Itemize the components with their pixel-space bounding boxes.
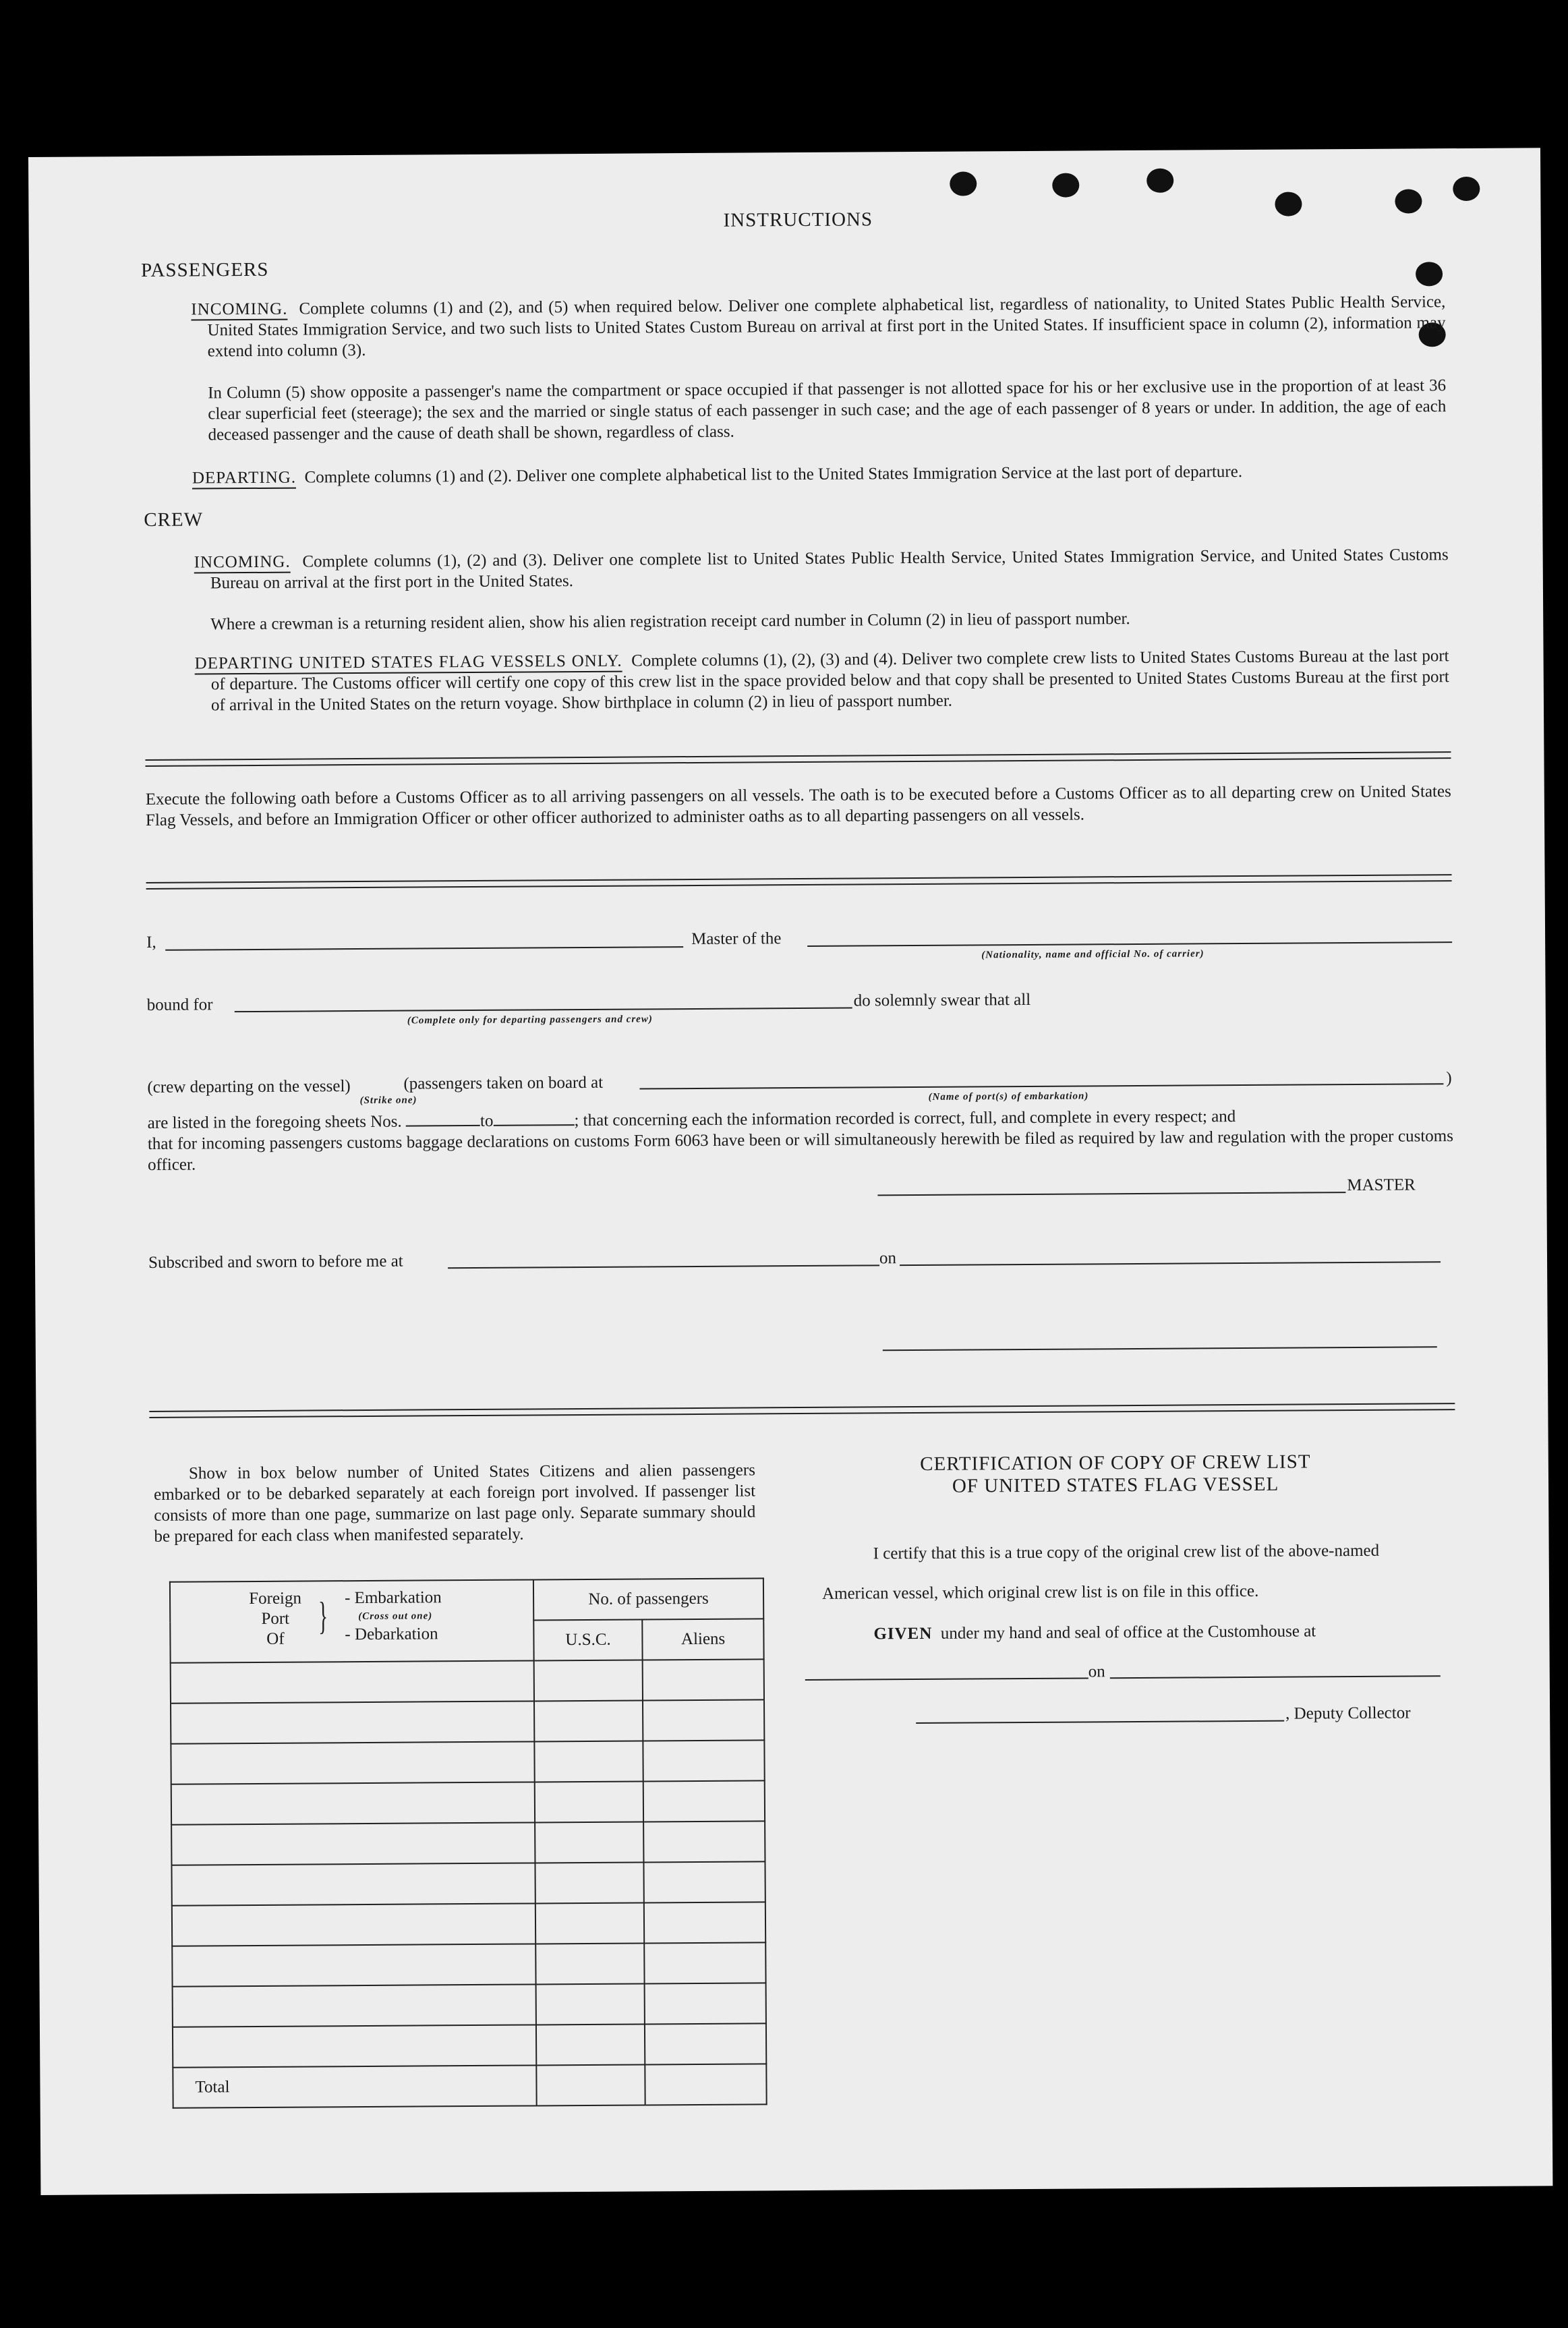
- passengers-heading: PASSENGERS: [140, 258, 269, 281]
- port-cell[interactable]: [173, 1984, 536, 2027]
- cross-out-hint: (Cross out one): [358, 1610, 433, 1623]
- bound-for-label: bound for: [146, 995, 213, 1014]
- usc-cell[interactable]: [535, 1862, 644, 1903]
- officer-signature-line: [883, 1346, 1437, 1351]
- aliens-cell[interactable]: [644, 1902, 765, 1943]
- total-row: [173, 2064, 766, 2107]
- master-of-the-label: Master of the: [691, 929, 782, 949]
- table-row: [172, 1902, 765, 1946]
- port-cell[interactable]: [171, 1782, 535, 1824]
- table-row: [171, 1861, 765, 1905]
- customhouse-line: [805, 1677, 1088, 1681]
- sheet-to-field: [493, 1111, 574, 1126]
- punch-hole: [1052, 173, 1079, 197]
- port-cell[interactable]: [171, 1701, 534, 1743]
- master-signature-line: [877, 1192, 1345, 1196]
- bound-hint: (Complete only for departing passengers and crew): [407, 1014, 653, 1026]
- aliens-header: Aliens: [643, 1619, 764, 1660]
- usc-cell[interactable]: [535, 1781, 644, 1822]
- usc-cell[interactable]: [535, 1943, 645, 1984]
- instructions-title: INSTRUCTIONS: [723, 208, 873, 231]
- punch-hole: [1416, 262, 1443, 286]
- table-row: [173, 1983, 766, 2027]
- crew-heading: CREW: [144, 508, 204, 531]
- certification-title: [812, 1450, 1419, 1498]
- punch-hole: [1275, 192, 1302, 216]
- departing-us-label: DEPARTING UNITED STATES FLAG VESSELS ONLY.: [195, 652, 622, 675]
- section-divider: [149, 1403, 1455, 1418]
- summary-instructions: Show in box below number of United States Citizens and alien passengers embarked or to be debarked separately at each foreign port involved. If passenger list consists of more than one page, summarize on last page only. Separate summary should be prepared for each class when manifested separately.: [154, 1461, 756, 1546]
- aliens-cell[interactable]: [643, 1821, 765, 1862]
- usc-cell[interactable]: [534, 1660, 643, 1701]
- usc-cell[interactable]: [535, 1983, 645, 2025]
- usc-cell[interactable]: [534, 1700, 643, 1741]
- port-cell[interactable]: [171, 1660, 534, 1703]
- strike-one-hint: (Strike one): [359, 1095, 417, 1107]
- punch-hole: [1146, 169, 1173, 193]
- close-paren: ): [1446, 1069, 1452, 1088]
- embarkation-label: - Embarkation: [344, 1588, 442, 1608]
- certification-title-line1: CERTIFICATION OF COPY OF CREW LIST: [920, 1451, 1311, 1475]
- table-row: [172, 1942, 765, 1986]
- column5-paragraph: In Column (5) show opposite a passenger's name the compartment or space occupied if that passenger is not allotted space for his or her exclusive use in the proportion of at least 36 clear superficial feet (steerage); the sex and the married or single status of each passenger in such case; and the age of each passenger of 8 years or under. In addition, the age of each deceased passenger and the cause of death shall be shown, regardless of class.: [208, 376, 1447, 444]
- aliens-cell[interactable]: [643, 1699, 764, 1741]
- departing-label: DEPARTING.: [192, 469, 296, 490]
- table-row: [171, 1821, 765, 1865]
- certify-line1: I certify that this is a true copy of the original crew list of the above-named: [873, 1541, 1380, 1563]
- sheet-from-field: [406, 1111, 480, 1127]
- usc-header: U.S.C.: [533, 1619, 643, 1660]
- punch-hole: [1453, 177, 1480, 201]
- form-page: [28, 148, 1552, 2195]
- port-label: Port: [261, 1609, 290, 1628]
- certification-title-line2: OF UNITED STATES FLAG VESSEL: [952, 1473, 1279, 1497]
- table-row: [171, 1740, 764, 1784]
- usc-cell[interactable]: [535, 1902, 645, 1944]
- punch-hole: [950, 171, 977, 196]
- foreign-label: Foreign: [249, 1589, 302, 1608]
- no-of-passengers-header: No. of passengers: [533, 1578, 763, 1620]
- passengers-incoming: [191, 291, 1446, 361]
- carrier-hint: (Nationality, name and official No. of carrier): [981, 948, 1204, 961]
- table-row: [171, 1699, 764, 1743]
- deputy-collector-label: , Deputy Collector: [1285, 1704, 1411, 1723]
- subscribed-label: Subscribed and sworn to before me at: [148, 1252, 403, 1272]
- usc-total-cell[interactable]: [536, 2064, 645, 2105]
- aliens-cell[interactable]: [643, 1740, 765, 1781]
- port-cell[interactable]: [173, 2025, 536, 2067]
- incoming-label: INCOMING.: [191, 300, 287, 321]
- section-divider: [145, 751, 1451, 767]
- port-hint: (Name of port(s) of embarkation): [928, 1090, 1089, 1103]
- swear-text: do solemnly swear that all: [853, 990, 1031, 1010]
- port-cell[interactable]: [172, 1944, 535, 1986]
- usc-cell[interactable]: [535, 1822, 644, 1863]
- departing-text: Complete columns (1) and (2). Deliver one complete alphabetical list to the United States Immigration Service at the last port of departure.: [304, 463, 1243, 487]
- aliens-cell[interactable]: [643, 1780, 765, 1822]
- given-text: under my hand and seal of office at the Customhouse at: [940, 1622, 1316, 1643]
- passenger-summary-table: [169, 1577, 767, 2108]
- master-label: MASTER: [1347, 1175, 1416, 1195]
- debarkation-label: - Debarkation: [345, 1625, 438, 1644]
- deputy-signature-line: [916, 1720, 1284, 1724]
- crew-incoming-label: INCOMING.: [194, 553, 291, 574]
- port-cell[interactable]: [171, 1863, 535, 1905]
- oath-on-label: on: [879, 1249, 897, 1268]
- given-label: GIVEN: [873, 1624, 933, 1643]
- punch-hole: [1395, 189, 1422, 213]
- subscribed-place-line: [448, 1264, 879, 1269]
- cert-date-line: [1110, 1675, 1441, 1679]
- total-label: Total: [173, 2065, 536, 2107]
- aliens-cell[interactable]: [643, 1659, 764, 1700]
- foreign-port-header: [170, 1579, 534, 1662]
- carrier-line: [807, 941, 1452, 947]
- subscribed-date-line: [900, 1261, 1441, 1266]
- listed-continuation: that for incoming passengers customs baggage declarations on customs Form 6063 have been or will simultaneously herewith be filed as required by law and regulation with the proper customs officer.: [147, 1127, 1453, 1174]
- table-row: [173, 2023, 766, 2067]
- embarkation-port-line: [639, 1083, 1443, 1089]
- oath-intro: Execute the following oath before a Customs Officer as to all arriving passengers on all vessels. The oath is to be executed before a Customs Officer as to all departing crew on United States Flag Vessels, and before an Immigration Officer or other officer authorized to administer oaths as to all departing passengers on all vessels.: [145, 782, 1451, 830]
- master-name-line: [165, 946, 683, 951]
- passengers-departing: [192, 460, 1460, 488]
- port-cell[interactable]: [171, 1822, 535, 1865]
- cert-on-label: on: [1088, 1662, 1105, 1681]
- crew-incoming: [194, 544, 1449, 593]
- to-label: to: [480, 1111, 494, 1130]
- crew-departing-option: (crew departing on the vessel): [147, 1077, 351, 1097]
- crew-incoming-text: Complete columns (1), (2) and (3). Deliver one complete list to United States Public Health Service, United States Immigration Service, and United States Customs Bureau on arrival at the first port in the United States.: [210, 546, 1449, 593]
- table-row: [171, 1659, 764, 1703]
- port-cell[interactable]: [171, 1741, 534, 1784]
- passengers-taken-option: (passengers taken on board at: [403, 1073, 604, 1093]
- aliens-cell[interactable]: [645, 1942, 766, 1983]
- table-row: [171, 1780, 765, 1824]
- aliens-total-cell[interactable]: [645, 2064, 767, 2105]
- usc-cell[interactable]: [536, 2024, 645, 2065]
- listed-rest: ; that concerning each the information recorded is correct, full, and complete in every respect; and: [574, 1107, 1236, 1130]
- crewman-paragraph: Where a crewman is a returning resident alien, show his alien registration receipt card number in Column (2) in lieu of passport number.: [210, 610, 1130, 634]
- of-label: Of: [266, 1629, 285, 1648]
- departing-us-flag: [194, 645, 1449, 716]
- section-divider: [146, 874, 1452, 890]
- i-label: I,: [146, 933, 156, 952]
- bound-for-line: [235, 1008, 852, 1013]
- brace-icon: }: [318, 1594, 328, 1638]
- usc-cell[interactable]: [534, 1741, 643, 1782]
- incoming-text: Complete columns (1) and (2), and (5) when required below. Deliver one complete alphabetical list, regardless of nationality, to United States Public Health Service, United States Immigration Service, and two such lists to United States Custom Bureau on arrival at first port in the United States. If insufficient space in column (2), information may extend into column (3).: [207, 293, 1446, 361]
- certify-line2: American vessel, which original crew list is on file in this office.: [821, 1581, 1259, 1603]
- aliens-cell[interactable]: [645, 1983, 766, 2024]
- aliens-cell[interactable]: [644, 1861, 765, 1902]
- given-line: [873, 1621, 1316, 1644]
- listed-prefix: are listed in the foregoing sheets Nos.: [147, 1112, 402, 1132]
- departing-us-text: Complete columns (1), (2), (3) and (4). Deliver two complete crew lists to United States Customs Bureau at the last port of departure. The Customs officer will certify one copy of this crew list in the space provided below and that copy shall be presented to United States Customs Bureau at the first port of arrival in the United States on the return voyage. Show birthplace in column (2) in lieu of passport number.: [210, 647, 1449, 715]
- port-cell[interactable]: [172, 1903, 535, 1946]
- aliens-cell[interactable]: [645, 2023, 766, 2064]
